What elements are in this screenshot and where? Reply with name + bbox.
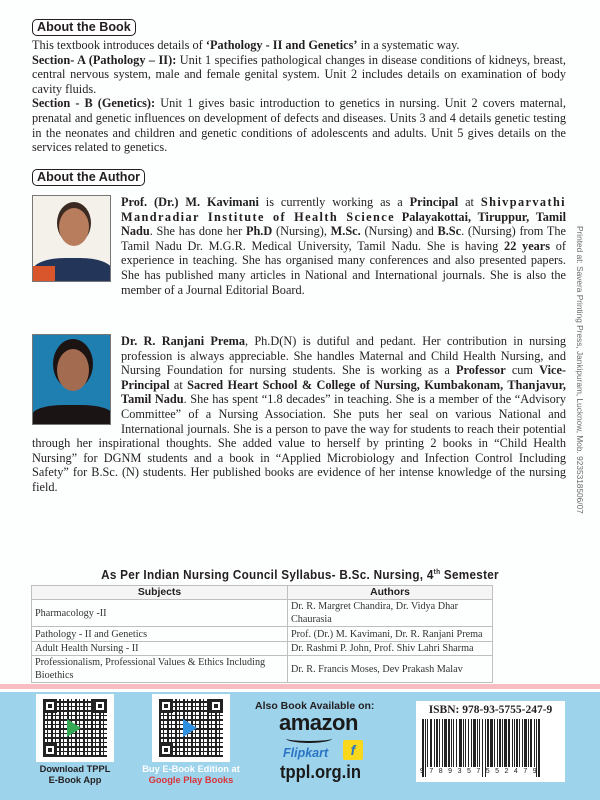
bio-text: cum (505, 363, 540, 378)
qr-code-tppl-app[interactable] (36, 694, 114, 762)
table-row (32, 600, 493, 627)
bio-text: (Nursing), (272, 224, 331, 239)
author1-institute: Shivparvathi Mandradiar Institute of Health Science (121, 195, 566, 224)
about-author-heading: About the Author (32, 169, 145, 186)
barcode-bar (468, 719, 470, 767)
qr-code-icon (159, 699, 223, 757)
authors-cell: Prof. (Dr.) M. Kavimani, Dr. R. Ranjani Prema (288, 627, 493, 641)
authors-cell: Dr. R. Margret Chandira, Dr. Vidya Dhar Chaurasia (288, 600, 493, 627)
barcode-bar (442, 719, 443, 767)
intro-text-end: in a systematic way. (357, 38, 460, 52)
section-b-text: services related to genetics. (32, 140, 168, 155)
author2-role: Professor (456, 363, 506, 378)
section-b-text: basic (229, 96, 255, 111)
isbn-barcode-digits: 9789357552479 (420, 768, 543, 775)
qr1-caption (15, 764, 135, 785)
isbn-number: ISBN: 978-93-5755-247-9 (428, 704, 553, 716)
section-a-text: Unit 1 specifies pathological changes in disease conditions of kidneys, breast, central nervous system, male and female genital system. Unit 2 includes details on examination of body cavity fluids. (32, 52, 566, 96)
author2-photo (32, 334, 111, 425)
subject-cell: Adult Health Nursing - II (32, 641, 288, 655)
qr2-caption-line: Buy E-Book Edition at (142, 764, 240, 774)
authors-cell: Dr. R. Francis Moses, Dev Prakash Malav (288, 656, 493, 683)
syllabus-title-text: As Per Indian Nursing Council Syllabus- B.Sc. Nursing, 4 (101, 568, 434, 582)
bio-text: . She has spent “1.8 decades” in teaching. She is a member of the “Advisory Committee” of a Nursing Association. She puts her seal on various National and International journals. She is a person to pave the way for students to reach their potential through her inspirational thoughts. She added value to herself by printing 2 books in “Child Health Nursing” for DGNM students and a book in “Applied Microbiology and Infection Control Including Safety” for B.Sc. (N) students. Her published books are evidence of her intense knowledge of the nursing field. (32, 392, 566, 494)
qr-code-icon (43, 699, 107, 757)
barcode-bar (477, 719, 478, 767)
author1-name: Prof. (Dr.) M. Kavimani (121, 195, 259, 209)
barcode-bar (497, 719, 498, 767)
barcode-bar (502, 719, 503, 767)
table-row (32, 627, 493, 641)
qr1-caption-line: Download TPPL (39, 764, 111, 774)
degree: B.Sc (437, 224, 462, 239)
table-header-row (32, 586, 493, 600)
subject-cell: Pharmacology -II (32, 600, 288, 627)
barcode-bar (465, 719, 466, 767)
barcode-bar (430, 719, 433, 767)
barcode-bar (516, 719, 518, 767)
author1-bio (32, 195, 566, 297)
play-store-icon (67, 719, 81, 737)
available-on-label: Also Book Available on: (255, 700, 375, 712)
barcode-bar (436, 719, 438, 767)
barcode-bar (522, 719, 523, 767)
author1-place: Palayakottai, Tiruppur, Tamil Nadu (121, 209, 567, 239)
author2-bio (32, 334, 566, 495)
intro-text: This textbook introduces details of (32, 38, 206, 52)
header-subjects: Subjects (32, 586, 288, 600)
table-row (32, 656, 493, 683)
ordinal-suffix: th (433, 568, 441, 576)
amazon-logo[interactable]: amazon (279, 710, 358, 735)
section-a-label: Section- A (Pathology – II): (32, 52, 177, 67)
author1-photo (32, 195, 111, 282)
syllabus-table (31, 585, 493, 683)
barcode-bar (456, 719, 458, 767)
barcode-bar (473, 719, 476, 767)
barcode-bar (508, 719, 510, 767)
barcode-bar (471, 719, 472, 767)
barcode-bar (427, 719, 428, 767)
barcode-bar (463, 719, 464, 767)
header-authors: Authors (288, 586, 493, 600)
barcode-bar (444, 719, 447, 767)
flipkart-bag-icon: f (343, 740, 363, 760)
barcode-bar (453, 719, 454, 767)
section-b-text: Unit 1 gives (155, 96, 230, 111)
barcode-bar (528, 719, 529, 767)
barcode-bar (514, 719, 515, 767)
pink-stripe-divider (0, 684, 600, 689)
barcode-bar (504, 719, 507, 767)
barcode-bar (448, 719, 450, 767)
qr2-caption-line: Google Play Books (148, 774, 234, 785)
experience-years: 22 years (504, 238, 551, 253)
degree: Ph.D (245, 224, 273, 239)
barcode-bar (534, 719, 535, 767)
barcode-bar (490, 719, 493, 767)
qr2-caption (131, 764, 251, 785)
website-link[interactable]: tppl.org.in (280, 762, 361, 782)
syllabus-title-text: Semester (440, 568, 499, 582)
author2-institute: Sacred Heart School & College of Nursing, Kumbakonam, Thanjavur, Tamil Nadu (121, 377, 566, 407)
barcode-bar (439, 719, 440, 767)
degree: M.Sc. (330, 224, 361, 239)
author2-name: Dr. R. Ranjani Prema (121, 334, 245, 348)
bio-text: at (458, 195, 481, 209)
barcode-bar (530, 719, 532, 767)
printer-credit: Printed at: Savera Printing Press, Jankipuram, Lucknow, Mob. 9235318506/07 (575, 226, 585, 514)
section-b-text: Unit 5 gives details on the (431, 125, 566, 140)
barcode-bar (519, 719, 520, 767)
flipkart-logo[interactable]: Flipkart (283, 746, 329, 760)
barcode-bar (512, 719, 513, 767)
barcode-bar (459, 719, 462, 767)
syllabus-title (21, 568, 579, 582)
barcode-bar (487, 719, 489, 767)
isbn-barcode-box (416, 701, 565, 782)
play-books-icon (183, 719, 197, 737)
section-b-label: Section - B (Genetics): (32, 96, 156, 111)
barcode-bar (494, 719, 495, 767)
book-title-emphasis: ‘Pathology - II and Genetics’ (205, 38, 358, 52)
qr-code-google-play-books[interactable] (152, 694, 230, 762)
barcode-bar (499, 719, 501, 767)
barcode-bar (451, 719, 452, 767)
bio-text: , Ph.D(N) is dutiful and pedant. Her contribution in nursing profession is always appreciable. She handles Maternal and Child Health Nursing, and Nursing Foundation for nursing students. She is working as a (121, 334, 566, 378)
bio-text: . She has done her (149, 224, 246, 239)
about-book-text (32, 38, 566, 155)
qr1-caption-line: E-Book App (48, 774, 102, 785)
bio-text: at (169, 377, 188, 392)
barcode-bar (434, 719, 435, 767)
amazon-smile-icon (286, 734, 332, 743)
bio-text: of experience in teaching. She has organised many conferences and also presented papers. She has published many articles in National and International journals. She is also the member of a Journal Editorial Board. (121, 238, 566, 297)
author2-role: Vice-Principal (121, 363, 566, 392)
authors-cell: Dr. Rashmi P. John, Prof. Shiv Lahri Sharma (288, 641, 493, 655)
barcode-bar (524, 719, 527, 767)
bio-text: (Nursing) and (360, 224, 438, 239)
table-row (32, 641, 493, 655)
section-b-text: introduction to genetics in nursing. Unit 2 covers maternal, prenatal and genetic influences on development of defects and diseases. Units 3 and 4 details genetic testing in the neonates and children and genetic conditions of adolescents and adults. (32, 96, 566, 140)
bio-text: . (Nursing) from The Tamil Nadu Dr. M.G.R. Medical University, Tamil Nadu. She is having (121, 224, 566, 253)
barcode-bar (479, 719, 480, 767)
subject-cell: Pathology - II and Genetics (32, 627, 288, 641)
bio-text: is currently working as a (258, 195, 410, 209)
subject-cell: Professionalism, Professional Values & Ethics Including Bioethics (32, 656, 288, 683)
about-book-heading: About the Book (32, 19, 136, 36)
author1-role: Principal (409, 195, 459, 209)
